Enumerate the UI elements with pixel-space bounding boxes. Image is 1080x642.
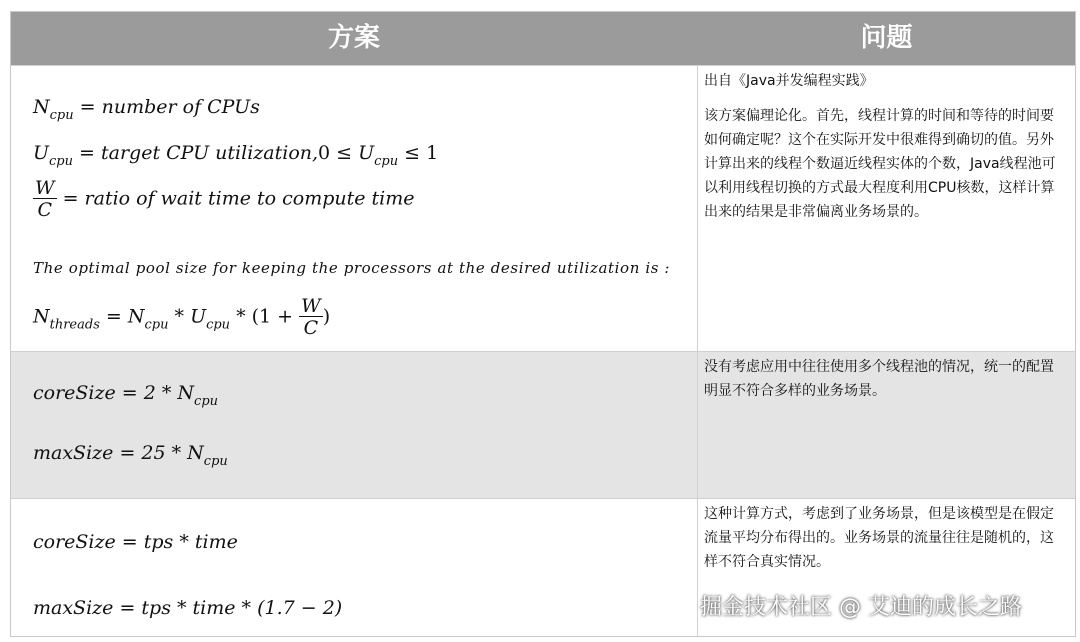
- fraction-wc: $\frac{W}{C}$: [35, 177, 55, 221]
- formula-coresize-tps: coreSize = tps * time: [33, 531, 238, 553]
- issue-source: 出自《Java并发编程实践》: [704, 73, 874, 89]
- issue-text: 这种计算方式，考虑到了业务场景，但是该模型是在假定流量平均分布得出的。业务场景的流量往往是随机的，这样不符合真实情况。: [704, 506, 1054, 570]
- formula-nthreads: $N_{threads} = N_{cpu} * U_{cpu} * (1$ + $\frac{W}{C}$ ): [33, 295, 331, 339]
- formula-wc-ratio: $\frac{W}{C}$ = ratio of wait time to compute time: [35, 177, 415, 221]
- table-row: [11, 351, 1075, 498]
- optimal-pool-text: The optimal pool size for keeping the processors at the desired utilization is :: [33, 259, 671, 277]
- issue-cell: [704, 69, 1066, 224]
- issue-text: 没有考虑应用中往往使用多个线程池的情况，统一的配置明显不符合多样的业务场景。: [704, 359, 1054, 399]
- formula-maxsize: maxSize = $25 * N_{cpu}$: [33, 442, 228, 469]
- strategy-table: [10, 11, 1076, 637]
- table-header: [11, 12, 1075, 65]
- fraction-wc-2: $\frac{W}{C}$: [301, 295, 321, 339]
- table-row: [11, 65, 1075, 351]
- formula-ncpu: $N_{cpu}$ = number of CPUs: [33, 96, 260, 123]
- formula-maxsize-tps: maxSize = tps * time * (1.7 − 2): [33, 597, 343, 619]
- watermark: 掘金技术社区 @ 艾迪的成长之路: [700, 595, 1022, 620]
- issue-cell: [704, 502, 1066, 574]
- column-divider: [697, 65, 698, 636]
- issue-cell: [704, 355, 1066, 403]
- formula-ucpu: $U_{cpu}$ = target CPU utilization,0 ≤ $U_{cpu} \le 1$: [33, 142, 439, 169]
- header-scheme: 方案: [327, 23, 380, 53]
- formula-coresize: coreSize = $2 * N_{cpu}$: [33, 382, 219, 409]
- header-issue: 问题: [860, 23, 913, 53]
- issue-text: 该方案偏理论化。首先，线程计算的时间和等待的时间要如何确定呢？这个在实际开发中很难得到确切的值。另外计算出来的线程个数逼近线程实体的个数，Java线程池可以利用线程切换的方式最大程度利用CPU核数，这样计算出来的结果是非常偏离业务场景的。: [704, 108, 1056, 220]
